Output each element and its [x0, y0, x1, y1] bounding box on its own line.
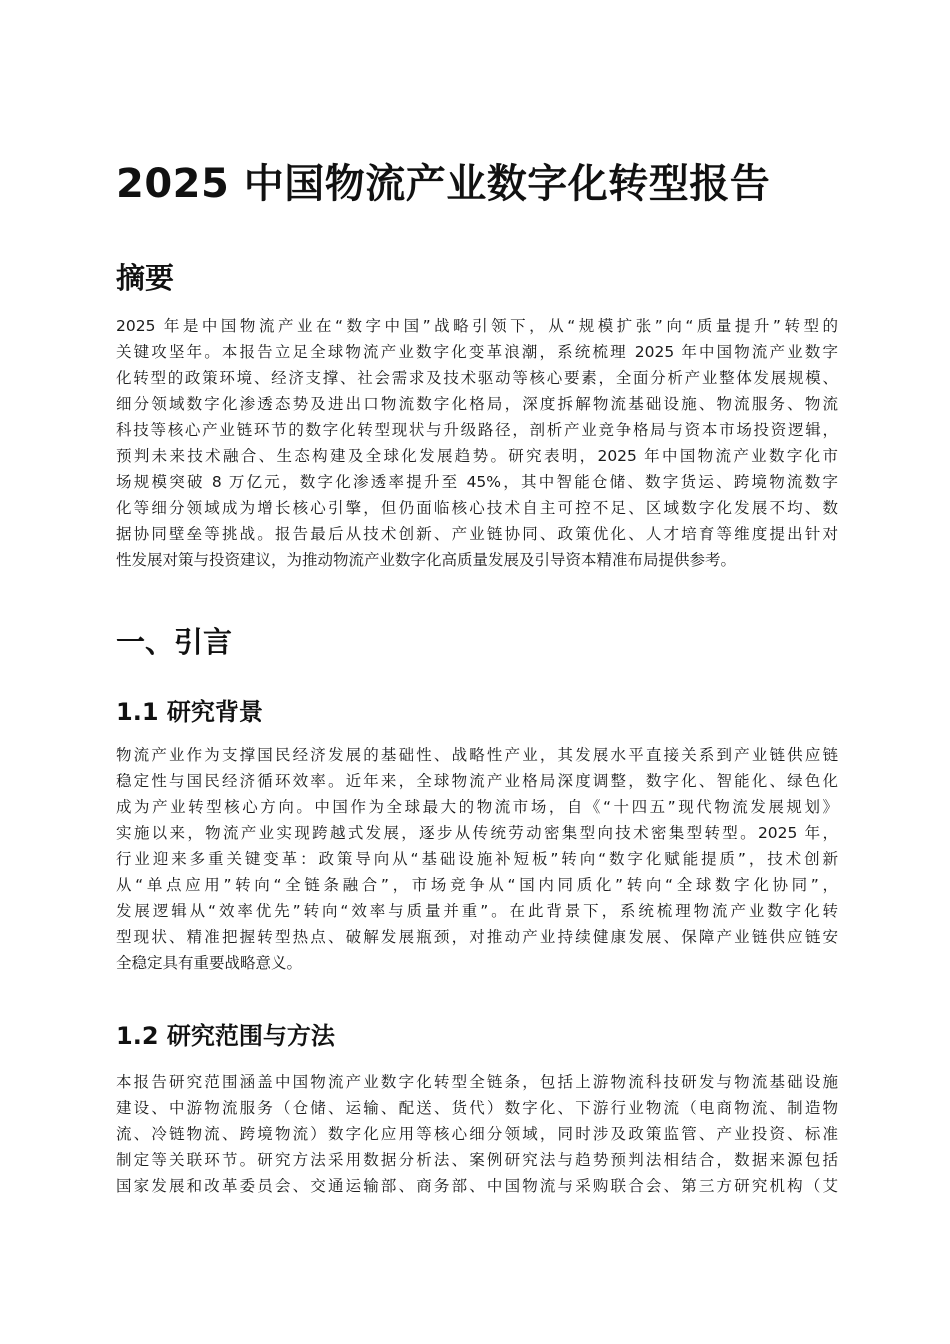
section-1-2-line: 制定等关联环节。研究方法采用数据分析法、案例研究法与趋势预判法相结合，数据来源包括: [116, 1151, 838, 1169]
section-1-1-line: 稳定性与国民经济循环效率。近年来，全球物流产业格局深度调整，数字化、智能化、绿色化: [116, 772, 838, 790]
section-1-1-line: 全稳定具有重要战略意义。: [116, 954, 303, 972]
section-1-1-line: 行业迎来多重关键变革：政策导向从“基础设施补短板”转向“数字化赋能提质”，技术创新: [116, 850, 838, 868]
section-1-2-heading: 1.2 研究范围与方法: [116, 1022, 335, 1050]
abstract-line: 化等细分领域成为增长核心引擎，但仍面临核心技术自主可控不足、区域数字化发展不均、数: [116, 499, 838, 517]
abstract-line: 化转型的政策环境、经济支撑、社会需求及技术驱动等核心要素，全面分析产业整体发展规模、: [116, 369, 838, 387]
section-1-1-line: 型现状、精准把握转型热点、破解发展瓶颈，对推动产业持续健康发展、保障产业链供应链安: [116, 928, 838, 946]
section-1-1-line: 成为产业转型核心方向。中国作为全球最大的物流市场，自《“十四五”现代物流发展规划》: [116, 798, 838, 816]
section-1-1-line: 物流产业作为支撑国民经济发展的基础性、战略性产业，其发展水平直接关系到产业链供应链: [116, 746, 838, 764]
abstract-line: 场规模突破 8 万亿元，数字化渗透率提升至 45%，其中智能仓储、数字货运、跨境物流数字: [116, 473, 838, 491]
section-1-2-paragraph: [116, 1069, 838, 1199]
section-1-2-line: 建设、中游物流服务（仓储、运输、配送、货代）数字化、下游行业物流（电商物流、制造物: [116, 1099, 838, 1117]
section-1-1-line: 实施以来，物流产业实现跨越式发展，逐步从传统劳动密集型向技术密集型转型。2025 年，: [116, 824, 838, 842]
section-1-1-line: 发展逻辑从“效率优先”转向“效率与质量并重”。在此背景下，系统梳理物流产业数字化转: [116, 902, 838, 920]
section-1-2-line: 流、冷链物流、跨境物流）数字化应用等核心细分领域，同时涉及政策监管、产业投资、标准: [116, 1125, 838, 1143]
section-1-1-paragraph: [116, 742, 838, 976]
abstract-paragraph: [116, 313, 838, 573]
section-1-1-line: 从“单点应用”转向“全链条融合”，市场竞争从“国内同质化”转向“全球数字化协同”，: [116, 876, 838, 894]
document-title: 2025 中国物流产业数字化转型报告: [116, 161, 771, 207]
section-1-2-line: 国家发展和改革委员会、交通运输部、商务部、中国物流与采购联合会、第三方研究机构（艾: [116, 1177, 838, 1195]
section-1-2-line: 本报告研究范围涵盖中国物流产业数字化转型全链条，包括上游物流科技研发与物流基础设施: [116, 1073, 838, 1091]
abstract-line: 据协同壁垒等挑战。报告最后从技术创新、产业链协同、政策优化、人才培育等维度提出针对: [116, 525, 838, 543]
abstract-heading: 摘要: [116, 261, 175, 295]
section-1-1-heading: 1.1 研究背景: [116, 698, 263, 726]
abstract-line: 预判未来技术融合、生态构建及全球化发展趋势。研究表明，2025 年中国物流产业数字化市: [116, 447, 838, 465]
section-1-heading: 一、引言: [116, 625, 233, 659]
abstract-line: 细分领域数字化渗透态势及进出口物流数字化格局，深度拆解物流基础设施、物流服务、物流: [116, 395, 838, 413]
abstract-line: 2025 年是中国物流产业在“数字中国”战略引领下，从“规模扩张”向“质量提升”转型的: [116, 317, 838, 335]
abstract-line: 科技等核心产业链环节的数字化转型现状与升级路径，剖析产业竞争格局与资本市场投资逻辑，: [116, 421, 838, 439]
abstract-line: 关键攻坚年。本报告立足全球物流产业数字化变革浪潮，系统梳理 2025 年中国物流产业数字: [116, 343, 838, 361]
abstract-line: 性发展对策与投资建议，为推动物流产业数字化高质量发展及引导资本精准布局提供参考。: [116, 551, 737, 569]
